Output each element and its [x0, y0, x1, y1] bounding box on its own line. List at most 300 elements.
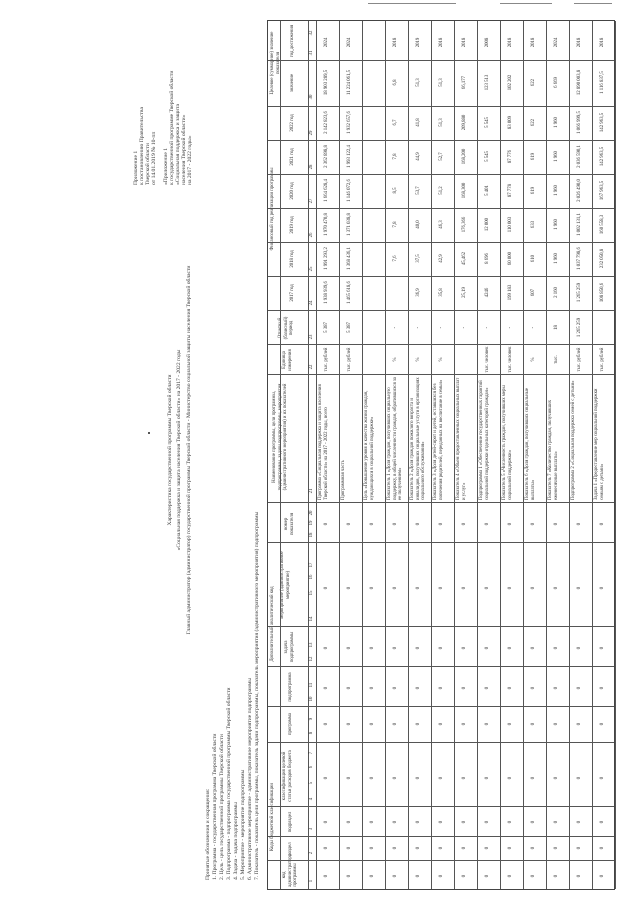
row-value: 142 963,5 — [600, 146, 605, 167]
header-unit: Единица измерения — [282, 349, 293, 371]
row-value — [370, 26, 377, 59]
code-cell: 0 — [347, 820, 352, 824]
row-unit: % — [531, 357, 536, 362]
code-cell: 0 — [462, 776, 467, 780]
row-value — [393, 276, 400, 309]
header-subprogram: подпрограмма — [288, 672, 293, 702]
header-classifier: классификация целевой статьи расходов бюджета — [282, 750, 293, 802]
code-cell: 0 — [485, 522, 490, 526]
code-cell: 0 — [324, 646, 329, 650]
row-value: 123 513 — [485, 74, 490, 91]
header-analytic-code: Дополнительный аналитический код — [270, 586, 275, 662]
code-cell: 0 — [462, 586, 467, 590]
row-base: - — [508, 326, 513, 329]
code-cell: 0 — [370, 776, 375, 780]
code-cell: 0 — [370, 846, 375, 850]
code-cell: 0 — [416, 874, 421, 878]
code-cell: 0 — [416, 776, 421, 780]
top-rule — [500, 3, 552, 4]
row-value: 12 000 — [485, 217, 490, 232]
row-value: 2024 — [347, 37, 352, 48]
row-value — [370, 106, 377, 139]
row-value: 66,177 — [462, 75, 467, 90]
row-value: 51,3 — [439, 118, 444, 127]
code-cell: 0 — [508, 820, 513, 824]
code-cell: 0 — [416, 722, 421, 726]
row-value: 1 970 470,8 — [324, 213, 329, 236]
code-cell: 0 — [347, 874, 352, 878]
row-value — [370, 208, 377, 241]
code-cell: 0 — [370, 646, 375, 650]
code-cell: 0 — [554, 586, 559, 590]
row-base: 18 — [554, 325, 559, 330]
code-cell: 0 — [393, 846, 398, 850]
column-number: 20 — [309, 510, 314, 516]
column-number: 17 — [309, 562, 314, 568]
row-value: 60 000 — [508, 251, 513, 266]
note-line: 7. Показатель - показатель цели программы, показатель задачи подпрограммы, показатель мероприятия (административного мероприятия) подпрограммы — [254, 511, 260, 880]
code-cell: 0 — [324, 722, 329, 726]
note-line: 3. Подпрограмма - подпрограмма государственной программы Тверской области — [226, 687, 232, 880]
row-base: 5 387 — [347, 322, 352, 333]
code-cell: 0 — [531, 522, 536, 526]
code-cell: 0 — [554, 646, 559, 650]
code-cell: 0 — [462, 686, 467, 690]
row-value: 168,300 — [462, 182, 467, 199]
row-value: 2018 — [462, 37, 467, 48]
row-value: 7,8 — [393, 153, 398, 160]
code-cell: 0 — [416, 846, 421, 850]
code-cell: 0 — [531, 722, 536, 726]
column-number: 32 — [309, 30, 314, 36]
row-value: 6 669 — [554, 77, 559, 88]
code-cell: 0 — [324, 776, 329, 780]
header-budget-code: Коды бюджетной классификации — [270, 783, 275, 851]
code-cell: 0 — [554, 722, 559, 726]
code-cell: 0 — [577, 776, 582, 780]
row-value: 5 545 — [485, 151, 490, 162]
row-value: 2 036 590,1 — [577, 145, 582, 168]
code-cell: 0 — [439, 776, 444, 780]
row-value: 610 — [531, 254, 536, 263]
code-cell: 0 — [439, 646, 444, 650]
code-cell: 0 — [577, 522, 582, 526]
row-value: 44,9 — [416, 152, 421, 161]
row-unit — [462, 346, 469, 373]
header-value: значение — [290, 73, 295, 93]
code-cell: 0 — [393, 586, 398, 590]
characteristics-table — [267, 20, 615, 890]
code-cell: 0 — [554, 846, 559, 850]
row-unit: тыс. рублей — [577, 347, 582, 372]
code-cell: 0 — [347, 686, 352, 690]
row-base: - — [485, 326, 490, 329]
code-cell: 0 — [370, 820, 375, 824]
code-cell: 0 — [324, 586, 329, 590]
column-number: 6 — [309, 765, 314, 769]
row-name: Задача 1 «Предоставление мер социальной поддержки семьям с детьми» — [594, 388, 605, 500]
column-number: 27 — [309, 198, 314, 204]
row-value: 209,880 — [462, 114, 467, 131]
row-base: - — [462, 326, 467, 329]
row-unit — [370, 346, 377, 373]
header-financing: Финансовый год реализации программы — [270, 167, 275, 251]
row-value: 83 009 — [508, 115, 513, 130]
approval-line: к государственной программе Тверской области — [169, 70, 175, 185]
column-number: 29 — [309, 130, 314, 136]
row-name: Показатель 5 «Численность граждан, получивших меры социальной поддержки» — [502, 385, 513, 500]
code-cell: 0 — [600, 646, 605, 650]
row-value: 1 993 122,4 — [347, 145, 352, 168]
row-value: 1 146 072,6 — [347, 179, 352, 202]
row-value: 45,462 — [462, 251, 467, 266]
code-cell: 0 — [554, 820, 559, 824]
header-program: программа — [288, 712, 293, 736]
row-name: Программная часть — [341, 460, 346, 500]
row-value: 6,7 — [393, 119, 398, 126]
code-cell: 0 — [485, 874, 490, 878]
note-line: 1. Программа - государственная программа Тверской области — [212, 733, 218, 880]
code-cell: 0 — [554, 686, 559, 690]
code-cell: 0 — [531, 874, 536, 878]
row-value: 1 664 628,4 — [324, 179, 329, 202]
column-number: 25 — [309, 266, 314, 272]
row-unit: % — [416, 357, 421, 362]
row-base: - — [416, 326, 421, 329]
row-name: Показатель 7 «Количество граждан, получивших ежемесячные выплаты» — [548, 399, 559, 500]
row-name: Показатель 2 «Доля граждан пожилого возраста и инвалидов, получивших социальные услуги в организациях социального обслуживания» — [410, 377, 427, 500]
column-number: 26 — [309, 232, 314, 238]
row-value: 1 938 939,6 — [324, 281, 329, 304]
row-value: 2019 — [416, 37, 421, 48]
column-number: 28 — [309, 164, 314, 170]
code-cell: 0 — [416, 586, 421, 590]
code-cell: 0 — [508, 686, 513, 690]
row-value: 1 960 — [554, 185, 559, 196]
code-cell: 0 — [600, 776, 605, 780]
code-cell: 0 — [577, 586, 582, 590]
row-value: 18 903 289,5 — [324, 69, 329, 96]
code-cell: 0 — [577, 686, 582, 690]
row-value: 7,6 — [393, 255, 398, 262]
row-value: 12 890 003,8 — [577, 69, 582, 96]
row-value: 2 026 490,0 — [577, 179, 582, 202]
code-cell: 0 — [439, 522, 444, 526]
code-cell: 0 — [600, 846, 605, 850]
row-value: 5 545 — [485, 117, 490, 128]
column-number: 10 — [309, 696, 314, 702]
row-value: 4246 — [485, 287, 490, 298]
row-name: Цель «Повышение уровня и качества жизни граждан, нуждающихся в социальной поддержке» — [364, 390, 375, 500]
row-value: 1 371 038,8 — [347, 213, 352, 236]
row-value: 51,3 — [439, 78, 444, 87]
note-line: 5. Мероприятие - мероприятие подпрограммы — [240, 769, 246, 880]
column-number: 14 — [309, 616, 314, 622]
code-cell: 0 — [485, 846, 490, 850]
column-number: 15 — [309, 590, 314, 596]
row-value: 53,7 — [416, 186, 421, 195]
row-value: 108 850,6 — [600, 282, 605, 303]
row-value: 232 050,8 — [600, 248, 605, 269]
code-cell: 0 — [485, 820, 490, 824]
code-cell: 0 — [462, 522, 467, 526]
code-cell: 0 — [393, 722, 398, 726]
code-cell: 0 — [393, 820, 398, 824]
code-cell: 0 — [416, 820, 421, 824]
row-value: 7,8 — [393, 221, 398, 228]
code-cell: 0 — [462, 874, 467, 878]
code-cell: 0 — [370, 522, 375, 526]
row-value: 87 776 — [508, 149, 513, 164]
row-value: 1 037 798,6 — [577, 247, 582, 270]
row-value: 102 202 — [508, 74, 513, 91]
header-admin: код администратора программы — [282, 854, 299, 887]
row-value: 1 991 293,2 — [324, 247, 329, 270]
row-value: 1 368 436,1 — [347, 247, 352, 270]
top-rule — [574, 3, 612, 4]
row-value — [370, 140, 377, 173]
header-2019: 2020 год — [290, 182, 295, 200]
note-line: 2. Цель - цель государственной программы Тверской области — [219, 734, 225, 880]
column-number: 4 — [309, 797, 314, 801]
column-number: 16 — [309, 574, 314, 580]
row-value: 1 960 — [554, 253, 559, 264]
code-cell: 0 — [485, 776, 490, 780]
code-cell: 0 — [531, 846, 536, 850]
column-number: 11 — [309, 682, 314, 688]
code-cell: 0 — [347, 722, 352, 726]
code-cell: 0 — [324, 522, 329, 526]
row-value: 2 142 823,6 — [324, 111, 329, 134]
row-value: 46,3 — [439, 220, 444, 229]
top-rule — [368, 3, 456, 4]
header-2020: 2021 год — [290, 148, 295, 166]
row-value: 36,9 — [416, 288, 421, 297]
code-cell: 0 — [439, 686, 444, 690]
row-value: 52,7 — [439, 152, 444, 161]
code-cell: 0 — [370, 686, 375, 690]
code-cell: 0 — [324, 874, 329, 878]
column-number: 23 — [309, 334, 314, 340]
code-cell: 0 — [577, 846, 582, 850]
approval-line: от 14.01.2019 № 10-пп — [151, 131, 157, 185]
header-2017: 2018 год — [290, 250, 295, 268]
code-cell: 0 — [577, 646, 582, 650]
row-value: 41,8 — [416, 118, 421, 127]
code-cell: 0 — [416, 686, 421, 690]
code-cell: 0 — [508, 586, 513, 590]
row-unit: тыс. — [554, 355, 559, 364]
header-final: Целевое (суммарное) значение показателя — [270, 31, 281, 95]
code-cell: 0 — [439, 874, 444, 878]
row-value: 607 — [531, 288, 536, 297]
code-cell: 0 — [600, 586, 605, 590]
row-value: 42,9 — [439, 254, 444, 263]
row-unit: тыс. рублей — [600, 347, 605, 372]
approval-line: Тверской области — [145, 143, 151, 185]
code-cell: 0 — [393, 522, 398, 526]
code-cell: 0 — [600, 820, 605, 824]
code-cell: 0 — [462, 846, 467, 850]
code-cell: 0 — [508, 522, 513, 526]
row-value: 1 116 837,5 — [600, 71, 605, 94]
row-value: 1 265 259 — [577, 282, 582, 303]
row-name: Показатель 3 «Доля детей-сирот и детей, оставшихся без попечения родителей, переданных на воспитание в семьи» — [433, 379, 444, 500]
code-cell: 0 — [462, 722, 467, 726]
approval-line: на 2017 - 2022 годы» — [187, 135, 193, 185]
code-cell: 0 — [554, 522, 559, 526]
row-value: 1 932 657,6 — [347, 111, 352, 134]
column-number: 1 — [309, 879, 314, 883]
code-cell: 0 — [508, 846, 513, 850]
code-cell: 0 — [347, 586, 352, 590]
header-number: номер показателя — [284, 512, 295, 536]
code-cell: 0 — [462, 646, 467, 650]
row-value: 2008 — [485, 37, 490, 48]
row-name: Программа «Социальная поддержка и защита населения Тверской области» на 2017 - 2022 годы, всего — [318, 384, 329, 500]
code-cell: 0 — [508, 646, 513, 650]
header-year: год достижения — [290, 24, 295, 58]
column-number: 9 — [309, 717, 314, 721]
code-cell: 0 — [439, 586, 444, 590]
header-subsection: подраздел — [288, 811, 293, 833]
code-cell: 0 — [462, 820, 467, 824]
code-cell: 0 — [485, 722, 490, 726]
row-base: - — [393, 326, 398, 329]
row-value: 37,5 — [416, 254, 421, 263]
row-value: 622 — [531, 118, 536, 127]
code-cell: 0 — [393, 686, 398, 690]
row-value: 8 696 — [485, 253, 490, 264]
code-cell: 0 — [531, 686, 536, 690]
row-value: 619 — [531, 186, 536, 195]
code-cell: 0 — [439, 722, 444, 726]
column-number: 22 — [309, 364, 314, 370]
code-cell: 0 — [439, 846, 444, 850]
row-value: 110 003 — [508, 216, 513, 233]
row-value — [370, 174, 377, 207]
header-section: раздел — [288, 842, 293, 856]
code-cell: 0 — [347, 646, 352, 650]
row-value: 35,8 — [439, 288, 444, 297]
row-unit: тыс. человек — [485, 346, 490, 373]
approval-line: к постановлению Правительства — [139, 107, 145, 185]
code-cell: 0 — [600, 686, 605, 690]
code-cell: 0 — [324, 820, 329, 824]
code-cell: 0 — [439, 820, 444, 824]
title-line: Характеристика государственной программы Тверской области — [167, 374, 173, 526]
column-number: 8 — [309, 731, 314, 735]
row-value: 51,3 — [416, 78, 421, 87]
title-line: «Социальная поддержка и защита населения Тверской области» на 2017 - 2022 годы — [176, 349, 183, 551]
header-activity: мероприятие (административное мероприятие) — [280, 551, 291, 619]
code-cell: 0 — [531, 820, 536, 824]
row-base: - — [531, 326, 536, 329]
code-cell: 0 — [416, 646, 421, 650]
row-value: 142 963,5 — [600, 112, 605, 133]
row-value: 6,8 — [393, 79, 398, 86]
row-value: 2018 — [439, 37, 444, 48]
row-base — [370, 312, 377, 343]
code-cell: 0 — [324, 846, 329, 850]
row-value: 40,0 — [416, 220, 421, 229]
row-value: 160 558,3 — [600, 214, 605, 235]
code-cell: 0 — [577, 820, 582, 824]
row-value: 1 465 618,6 — [347, 281, 352, 304]
header-2018: 2019 год — [290, 216, 295, 234]
document-title — [167, 190, 192, 710]
code-cell: 0 — [577, 722, 582, 726]
row-value: 2018 — [531, 37, 536, 48]
column-number: 30 — [309, 94, 314, 100]
column-number: 13 — [309, 642, 314, 648]
rotated-sheet — [127, 20, 617, 890]
row-value: 1 960 — [554, 151, 559, 162]
approval-line: «Приложение 1 — [163, 147, 169, 185]
column-number: 24 — [309, 300, 314, 306]
row-name: Подпрограмма 1 «Обеспечение государственных гарантий социальной поддержки отдельных категорий граждан» — [479, 380, 490, 500]
header-task: задача подпрограммы — [284, 631, 295, 663]
row-base — [600, 312, 607, 343]
approval-line: Приложение 1 — [133, 150, 139, 185]
header-goals: Наименование программы, цели программы, подпрограммы, задачи подпрограммы, мероприятия (административного мероприятия) и их показателей — [272, 383, 289, 491]
row-value: 2018 — [600, 37, 605, 48]
code-cell: 0 — [416, 522, 421, 526]
row-name: Показатель 6 «Доля граждан, получивших социальные выплаты» — [525, 387, 536, 500]
row-value — [370, 62, 377, 103]
code-cell: 0 — [347, 846, 352, 850]
row-value: 5 401 — [485, 185, 490, 196]
row-value: 1 002 131,1 — [577, 213, 582, 236]
row-value: 176,366 — [462, 216, 467, 233]
header-base: Отчетный (базисный) период — [278, 316, 295, 340]
column-number: 2 — [309, 851, 314, 855]
code-cell: 0 — [370, 586, 375, 590]
row-value: 2024 — [324, 37, 329, 48]
note-line: Принятые обозначения и сокращения: — [205, 788, 211, 880]
row-value: 1 066 999,5 — [577, 111, 582, 134]
row-value: 167 963,5 — [600, 180, 605, 201]
column-number: 12 — [309, 656, 314, 662]
row-value: 25,19 — [462, 287, 467, 298]
row-value: 633 — [531, 220, 536, 229]
code-cell: 0 — [393, 776, 398, 780]
column-number: 5 — [309, 781, 314, 785]
row-unit: тыс. человек — [508, 346, 513, 373]
code-cell: 0 — [600, 874, 605, 878]
row-value — [370, 276, 377, 309]
code-cell: 0 — [554, 874, 559, 878]
row-base: - — [439, 326, 444, 329]
row-value: 2024 — [554, 37, 559, 48]
note-line: 6. Административное мероприятие - административное мероприятие подпрограммы — [247, 677, 253, 880]
row-base: 1 265 259 — [577, 317, 582, 338]
row-value: 2 362 898,8 — [324, 145, 329, 168]
code-cell: 0 — [485, 646, 490, 650]
title-line: Главный администратор (администратор) государственной программы Тверской области - Министерство социальной защиты населения Тверской области — [185, 265, 192, 635]
row-value: 2018 — [508, 37, 513, 48]
code-cell: 0 — [600, 722, 605, 726]
row-value: 1 960 — [554, 219, 559, 230]
row-unit: тыс. рублей — [324, 347, 329, 372]
row-value: 2018 — [393, 37, 398, 48]
code-cell: 0 — [531, 776, 536, 780]
header-2021: 2022 год — [290, 114, 295, 132]
row-value: 51,2 — [439, 186, 444, 195]
row-value: 11 224 061,5 — [347, 70, 352, 96]
code-cell: 0 — [508, 874, 513, 878]
row-value: 622 — [531, 78, 536, 87]
